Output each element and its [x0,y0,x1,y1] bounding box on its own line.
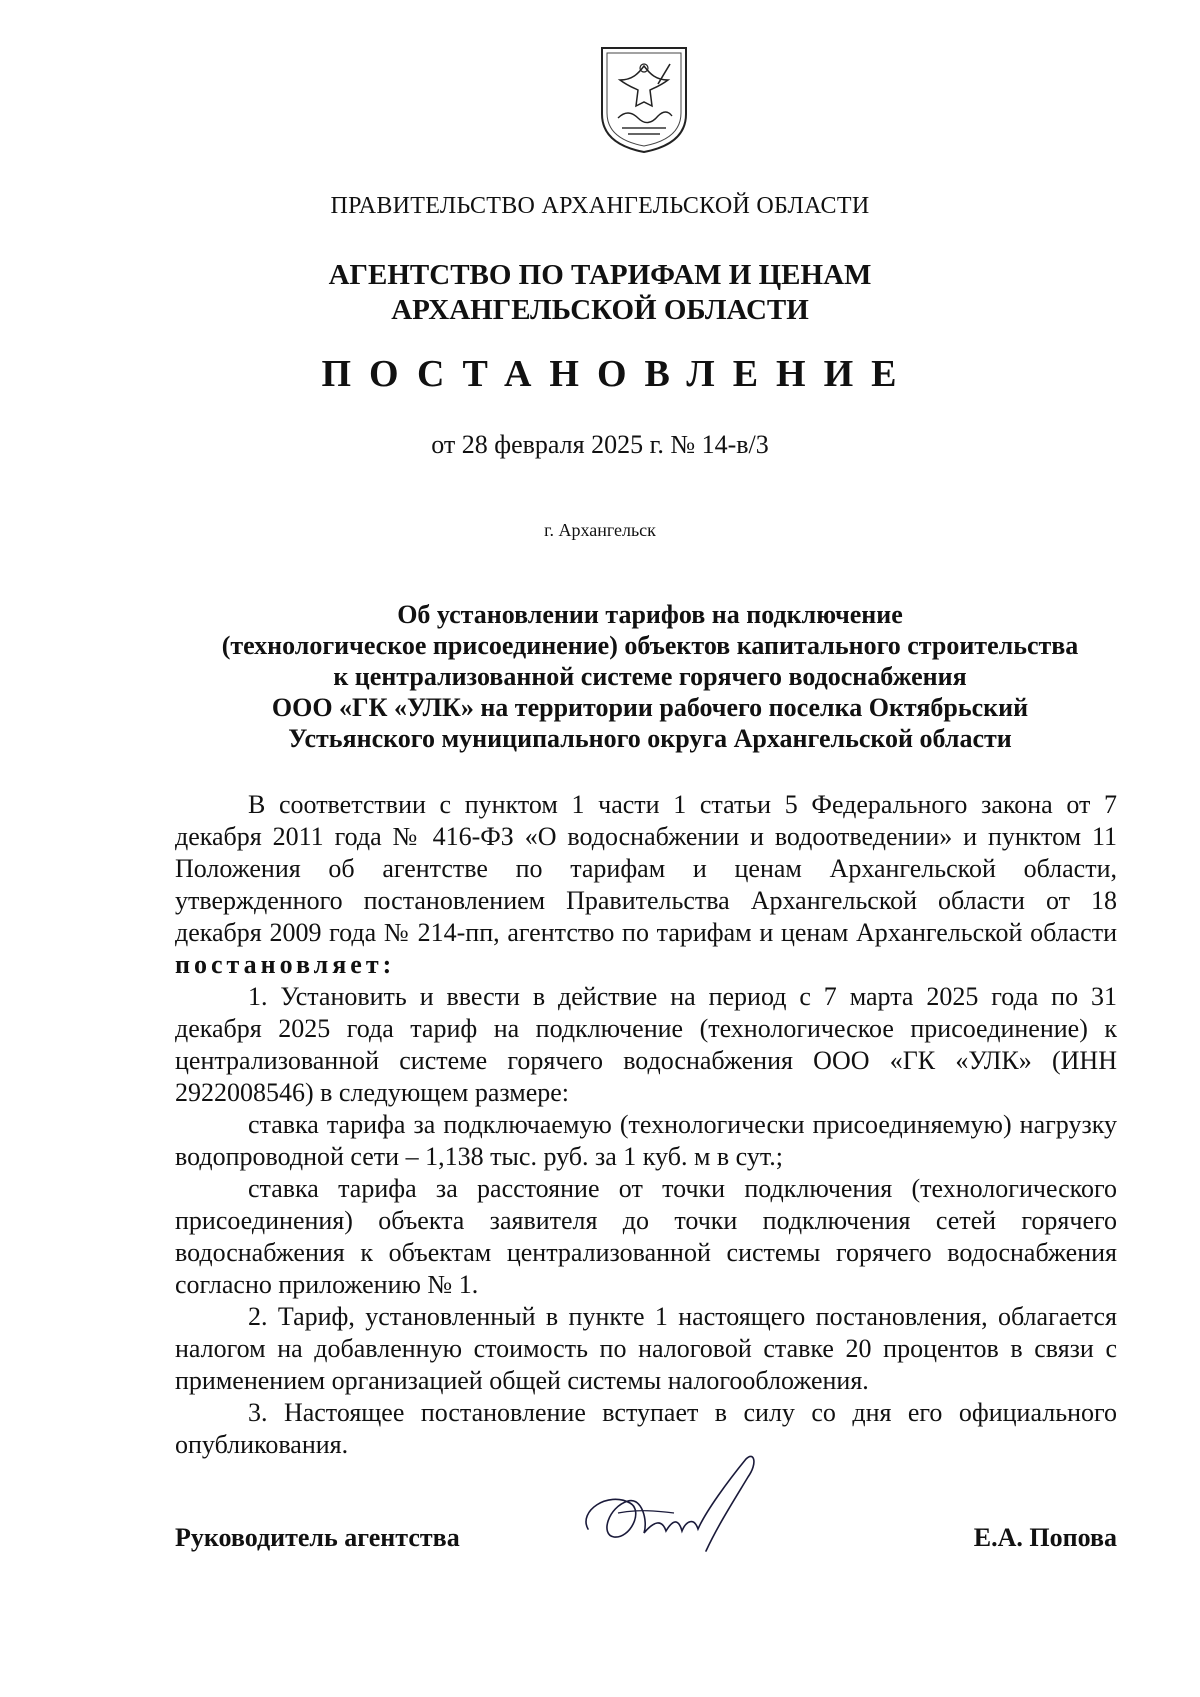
signer-position: Руководитель агентства [175,1523,460,1552]
subject-line1: Об установлении тарифов на подключение [397,600,903,629]
resolves-word: постановляет: [175,950,396,979]
subject-line5: Устьянского муниципального округа Архангельской области [288,724,1012,753]
item-3-paragraph: 3. Настоящее постановление вступает в силу со дня его официального опубликования. [175,1398,1117,1459]
preamble-paragraph [175,789,1117,981]
rate-1-paragraph: ставка тарифа за подключаемую (технологически присоединяемую) нагрузку водопроводной сети – 1,138 тыс. руб. за 1 куб. м в сут.; [175,1110,1117,1171]
item-2-paragraph: 2. Тариф, установленный в пункте 1 настоящего постановления, облагается налогом на добавленную стоимость по налоговой ставке 20 процентов в связи с применением организацией общей системы налогообложения. [175,1302,1117,1395]
subject-line4: ООО «ГК «УЛК» на территории рабочего поселка Октябрьский [271,693,1029,722]
subject-line2: (технологическое присоединение) объектов капитального строительства [221,631,1079,660]
signer-name: Е.А. Попова [973,1523,1117,1552]
document-city: г. Архангельск [544,520,656,540]
agency-name-line1: АГЕНТСТВО ПО ТАРИФАМ И ЦЕНАМ [328,259,872,291]
document-type-heading: ПОСТАНОВЛЕНИЕ [321,353,915,395]
agency-name-line2: АРХАНГЕЛЬСКОЙ ОБЛАСТИ [391,294,809,326]
document-subject [170,599,1130,754]
subject-line3: к централизованной системе горячего водоснабжения [333,662,967,691]
document-date-number: от 28 февраля 2025 г. № 14-в/3 [431,430,769,459]
rate-2-paragraph: ставка тарифа за расстояние от точки подключения (технологического присоединения) объекта заявителя до точки подключения сетей горячего водоснабжения к объектам централизованной системы горячего водоснабжения согласно приложению № 1. [175,1174,1117,1299]
government-name: ПРАВИТЕЛЬСТВО АРХАНГЕЛЬСКОЙ ОБЛАСТИ [330,193,870,219]
handwritten-signature [578,1451,768,1561]
coat-of-arms-emblem [598,44,690,156]
item-1-paragraph: 1. Установить и ввести в действие на период с 7 марта 2025 года по 31 декабря 2025 года тариф на подключение (технологическое присоединение) к централизованной системе горячего водоснабжения ООО «ГК «УЛК» (ИНН 2922008546) в следующем размере: [175,982,1117,1107]
preamble-text: В соответствии с пунктом 1 части 1 статьи 5 Федерального закона от 7 декабря 2011 года № 416-ФЗ «О водоснабжении и водоотведении» и пунктом 11 Положения об агентстве по тарифам и ценам Архангельской области, утвержденного постановлением Правительства Архангельской области от 18 декабря 2009 года № 214-пп, агентство по тарифам и ценам Архангельской области [175,790,1117,947]
document-body [175,789,1117,1461]
agency-name [0,258,1200,328]
